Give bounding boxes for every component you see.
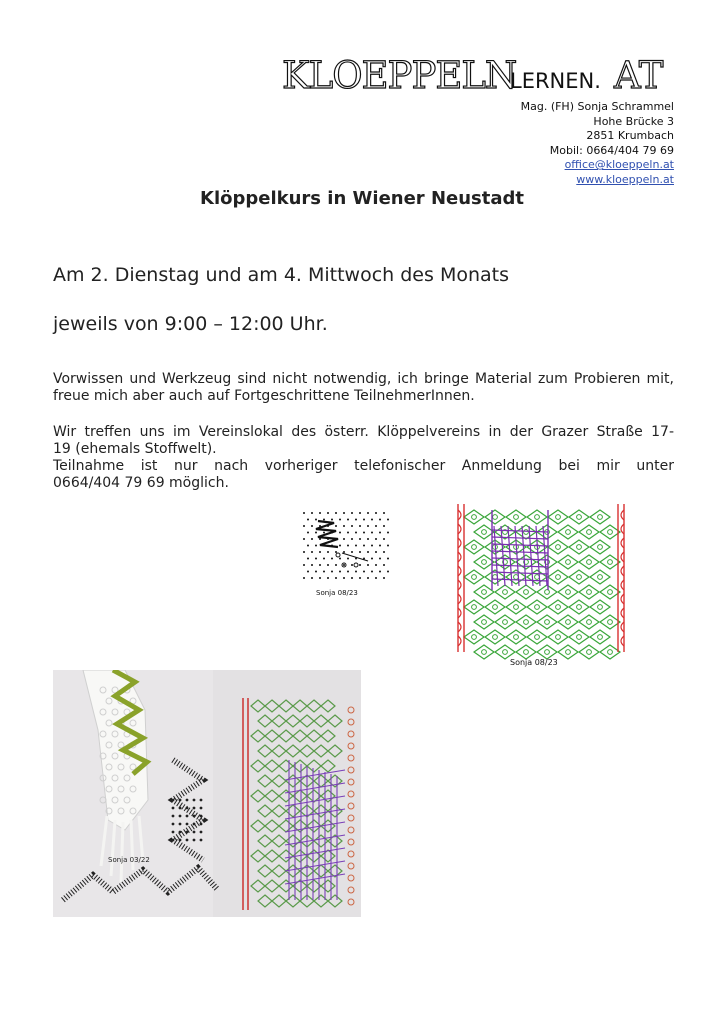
logo: [282, 52, 686, 94]
lace-diagram-colored-figure: [452, 500, 632, 670]
lace-photo-image: [53, 670, 361, 917]
paragraph-intro: Vorwissen und Werkzeug sind nicht notwendig, ich bringe Material zum Probieren mit, freue mich aber auch auf Fortgeschrittene TeilnehmerInnen.: [53, 371, 674, 404]
signature-2: Sonja 08/23: [510, 658, 558, 667]
website-link[interactable]: www.kloeppeln.at: [576, 172, 674, 186]
address-phone: Mobil: 0664/404 79 69: [549, 143, 674, 157]
logo-graphic: [282, 52, 686, 94]
signature-3: Sonja 03/22: [108, 856, 150, 864]
paragraph-registration-line1: Teilnahme ist nur nach vorheriger telefonischer Anmeldung bei mir unter: [53, 458, 674, 474]
pricking-sketch-figure: [298, 507, 390, 599]
pricking-sketch-image: [298, 507, 390, 599]
schedule-time: jeweils von 9:00 – 12:00 Uhr.: [53, 313, 328, 335]
paragraph-registration-line2: 0664/404 79 69 möglich.: [53, 475, 229, 491]
schedule-days: Am 2. Dienstag und am 4. Mittwoch des Monats: [53, 264, 509, 286]
email-link[interactable]: office@kloeppeln.at: [564, 158, 674, 172]
address-name: Mag. (FH) Sonja Schrammel: [520, 100, 674, 113]
logo-suffix-text: AT: [614, 54, 664, 94]
page-title: Klöppelkurs in Wiener Neustadt: [200, 188, 524, 209]
lace-photo-figure: [53, 670, 361, 917]
logo-small-text: LERNEN.: [510, 69, 601, 93]
address-street: Hohe Brücke 3: [593, 114, 674, 128]
signature-1: Sonja 08/23: [316, 589, 358, 597]
logo-big-text: KLOEPPELN: [282, 54, 517, 94]
paragraph-location-line1: Wir treffen uns im Vereinslokal des österr. Klöppelvereins in der Grazer Straße 17-: [53, 424, 674, 440]
address-city: 2851 Krumbach: [586, 129, 674, 143]
lace-diagram-colored-image: [452, 500, 632, 670]
paragraph-location-line2: 19 (ehemals Stoffwelt).: [53, 441, 217, 457]
address-block: [521, 100, 674, 188]
